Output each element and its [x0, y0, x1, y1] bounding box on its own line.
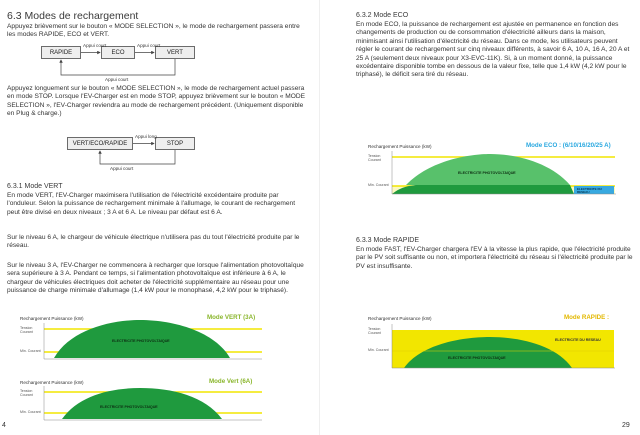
- chart-vert-3a-tension: Tension Courant: [20, 326, 33, 334]
- chart-eco-title: Rechargement Puissance (kW): [368, 144, 432, 149]
- chart-vert-3a-mode: Mode VERT (3A): [207, 314, 256, 321]
- chart-eco-grid-label: ELECTRICITE DU RESEAU: [577, 187, 602, 194]
- chart-rapide-plot: [320, 0, 640, 435]
- vert-paragraph-2: Sur le niveau 6 A, le chargeur de véhicule électrique n'utilisera pas du tout l'électricité produite par le réseau.: [7, 234, 300, 250]
- chart-rapide-grid-label: ELECTRICITE DU RESEAU: [555, 338, 601, 342]
- rapide-paragraph: En mode FAST, l'EV-Charger chargera l'EV à la vitesse la plus rapide, que l'électricité produite par le PV soit suffisante ou non, et importera l'électricité du réseau si l'électricité produite par le PV est insuffisante.: [356, 246, 633, 270]
- flow-box-eco: ECO: [101, 46, 135, 59]
- flow-short-press-label: Appui court: [110, 166, 134, 171]
- flow-box-rapide: RAPIDE: [41, 46, 81, 59]
- chart-vert-3a-min: Min. Courant: [20, 349, 41, 353]
- chart-rapide-tension: Tension Courant: [368, 327, 381, 335]
- flow-box-vert: VERT: [155, 46, 195, 59]
- long-press-paragraph: Appuyez longuement sur le bouton « MODE SELECTION », le mode de rechargement actuel passera en mode STOP. Lorsque l'EV-Charger est en mode STOP, appuyez brièvement sur le bouton « MODE SELECTION », l'EV-Charger reviendra au mode de rechargement précédent. (Uniquement disponible en Plug & charge.): [7, 85, 306, 118]
- chart-eco-tension: Tension Courant: [368, 154, 381, 162]
- vert-paragraph-1: En mode VERT, l'EV-Charger maximisera l'utilisation de l'électricité excédentaire produite par l'onduleur. Selon la puissance de rechargement minimale à l'allumage, le courant de rechargement peut être divisé en deux niveaux ; 3 A et 6 A. Le niveau par défaut est 6 A.: [7, 192, 296, 216]
- chart-rapide-min: Min. Courant: [368, 348, 389, 352]
- chart-rapide-area-label: ELECTRICITE PHOTOVOLTAIQUE: [448, 356, 506, 360]
- chart-eco-min: Min. Courant: [368, 183, 389, 187]
- right-page: [320, 0, 640, 435]
- chart-vert-6a-area-label: ELECTRICITE PHOTOVOLTAIQUE: [100, 405, 158, 409]
- chart-eco-area-label: ELECTRICITE PHOTOVOLTAIQUE: [458, 171, 516, 175]
- page-number-left: 4: [2, 422, 6, 429]
- vert-heading: 6.3.1 Mode VERT: [7, 183, 63, 190]
- chart-vert-6a-min: Min. Courant: [20, 410, 41, 414]
- flow-box-stop: STOP: [155, 137, 195, 150]
- chart-eco-mode: Mode ECO : (6/10/16/20/25 A): [526, 142, 611, 149]
- flow-arrow-label-2: Appui court: [137, 43, 161, 48]
- chart-rapide-title: Rechargement Puissance (kW): [368, 316, 432, 321]
- flow-long-press-label: Appui long: [135, 134, 157, 139]
- eco-paragraph: En mode ECO, la puissance de rechargement est ajustée en permanence en fonction des changements de production ou de consommation d'électricité ailleurs dans la maison, minimisant ainsi l'utilisation d'électricité du réseau. Dans ce mode, les utilisateurs peuvent régler le courant de rechargement sur cinq niveaux différents, à savoir 6 A, 10 A, 16 A, 20 A et 25 A (seulement deux niveaux pour X3-EVC-11K). Si, à un moment donné, la puissance excédentaire disponible tombe en dessous de la valeur fixe, telle que 1,4 kW (4,2 kW pour le triphasé), le déficit sera tiré du réseau.: [356, 21, 630, 79]
- flow-box-modes: VERT/ECO/RAPIDE: [67, 137, 133, 150]
- vert-paragraph-3: Sur le niveau 3 A, l'EV-Charger ne commencera à recharger que lorsque l'alimentation photovoltaïque sera supérieure à 3 A. Pendant ce temps, si l'alimentation photovoltaïque est inférieure à 6 A, le chargeur de véhicules électriques doit acheter de l'électricité supplémentaire au réseau pour une puissance de charge minimale d'allumage (1,4 kW pour le monophasé, 4,2 kW pour le triphasé).: [7, 262, 304, 295]
- flow-return-label: Appui court: [105, 77, 129, 82]
- chart-vert-6a-mode: Mode Vert (6A): [209, 378, 253, 385]
- page-number-right: 29: [622, 422, 630, 429]
- chart-vert-6a-tension: Tension Courant: [20, 389, 33, 397]
- chart-vert-6a-title: Rechargement Puissance (kW): [20, 380, 84, 385]
- intro-paragraph: Appuyez brièvement sur le bouton « MODE SELECTION », le mode de rechargement passera entre les modes RAPIDE, ECO et VERT.: [7, 23, 300, 39]
- rapide-heading: 6.3.3 Mode RAPIDE: [356, 237, 420, 244]
- chart-rapide-mode: Mode RAPIDE :: [564, 314, 610, 321]
- section-title: 6.3 Modes de rechargement: [7, 10, 139, 22]
- chart-vert-3a-title: Rechargement Puissance (kW): [20, 316, 84, 321]
- chart-vert-3a-area-label: ELECTRICITE PHOTOVOLTAIQUE: [112, 339, 170, 343]
- flow-arrow-label-1: Appui court: [83, 43, 107, 48]
- eco-heading: 6.3.2 Mode ECO: [356, 12, 409, 19]
